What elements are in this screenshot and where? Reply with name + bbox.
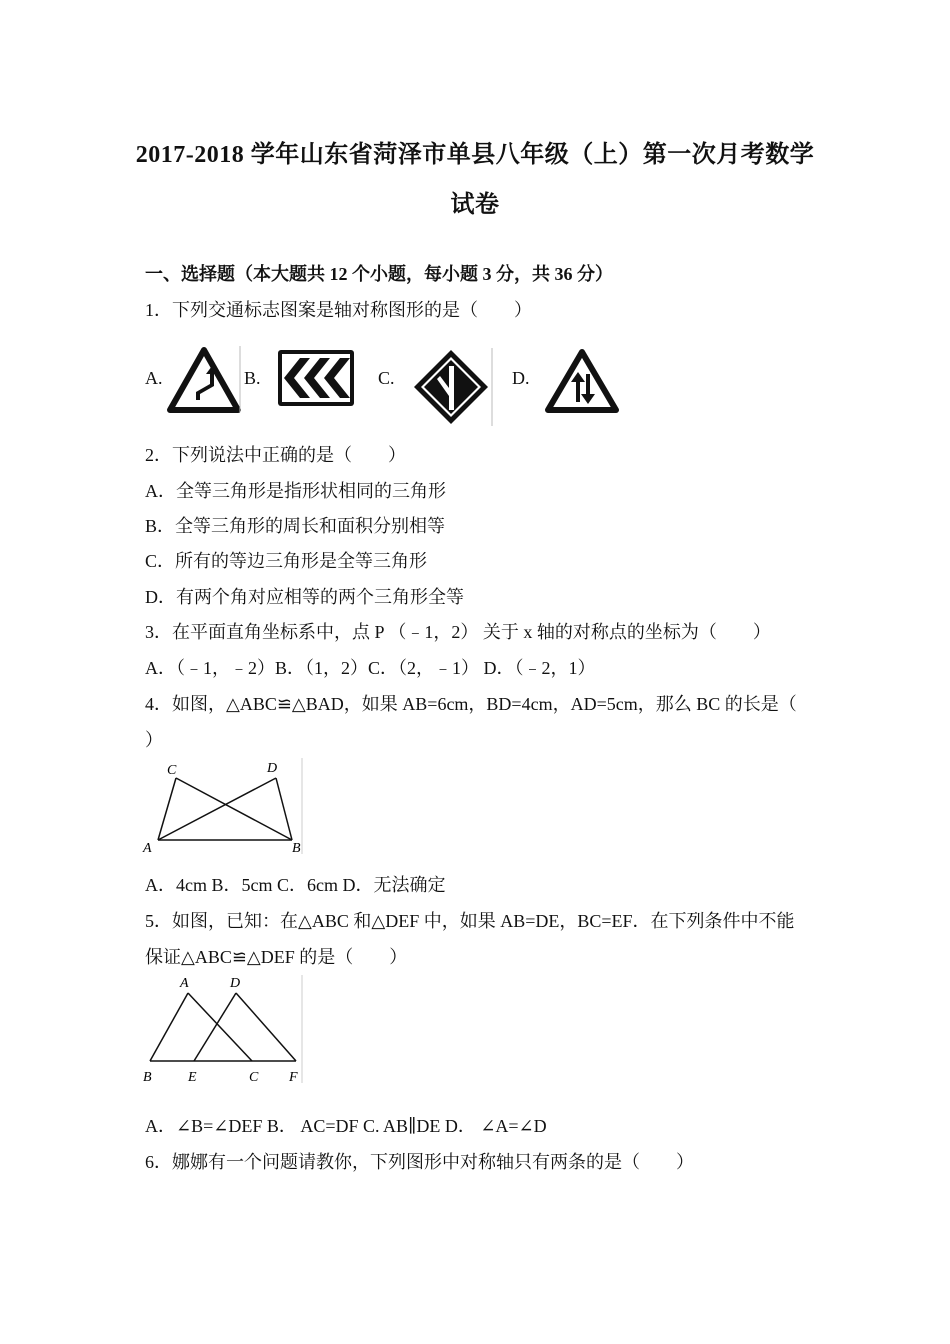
q5-label-c: C [249,1070,259,1085]
q3-stem: 3．在平面直角坐标系中，点 P （﹣1，2） 关于 x 轴的对称点的坐标为（ ） [145,622,771,642]
q2-stem: 2．下列说法中正确的是（ ） [145,445,406,465]
q4-stem-line1: 4．如图，△ABC≌△BAD，如果 AB=6cm，BD=4cm，AD=5cm，那么 BC 的长是（ [145,694,797,714]
q4-label-a: A [143,841,152,856]
exam-title-line2: 试卷 [450,192,500,218]
q2-option-b: B．全等三角形的周长和面积分别相等 [145,516,446,536]
q4-stem-line2: ） [145,730,163,750]
q5-label-a: A [180,976,189,991]
q6-stem: 6．娜娜有一个问题请教你，下列图形中对称轴只有两条的是（ ） [145,1152,694,1172]
chevron-left-sign-icon [276,348,356,408]
q4-label-c: C [167,763,177,778]
q5-label-e: E [188,1070,197,1085]
q1-option-a-label: A. [145,368,163,388]
q3-options: A．（﹣1，﹣2）B．（1，2）C．（2，﹣1） D．（﹣2，1） [145,658,596,678]
q5-label-b: B [143,1070,152,1085]
merge-lane-sign-icon [410,346,494,428]
q4-label-b: B [292,841,301,856]
q5-figure [140,973,306,1085]
q1-stem: 1．下列交通标志图案是轴对称图形的是（ ） [145,300,532,320]
q5-stem-line1: 5．如图，已知：在△ABC 和△DEF 中，如果 AB=DE，BC=EF．在下列条件中不能 [145,911,795,931]
q2-option-d: D．有两个角对应相等的两个三角形全等 [145,587,464,607]
winding-road-sign-icon [166,344,242,414]
two-way-traffic-sign-icon [544,346,620,414]
q5-label-f: F [289,1070,298,1085]
q4-options: A．4cm B．5cm C．6cm D．无法确定 [145,875,446,895]
q1-option-d-label: D. [512,368,530,388]
q2-option-a: A．全等三角形是指形状相同的三角形 [145,481,446,501]
section-heading: 一、选择题（本大题共 12 个小题，每小题 3 分，共 36 分） [145,264,613,284]
q4-figure [140,756,306,856]
q5-label-d: D [230,976,241,991]
q5-options: A．∠B=∠DEF B． AC=DF C. AB∥DE D． ∠A=∠D [145,1116,547,1136]
q2-option-c: C．所有的等边三角形是全等三角形 [145,551,428,571]
q4-label-d: D [267,761,278,776]
q1-option-c-label: C. [378,368,395,388]
q1-option-b-label: B. [244,368,261,388]
q5-stem-line2: 保证△ABC≌△DEF 的是（ ） [145,947,408,967]
exam-title-line1: 2017-2018 学年山东省菏泽市单县八年级（上）第一次月考数学 [135,142,815,168]
